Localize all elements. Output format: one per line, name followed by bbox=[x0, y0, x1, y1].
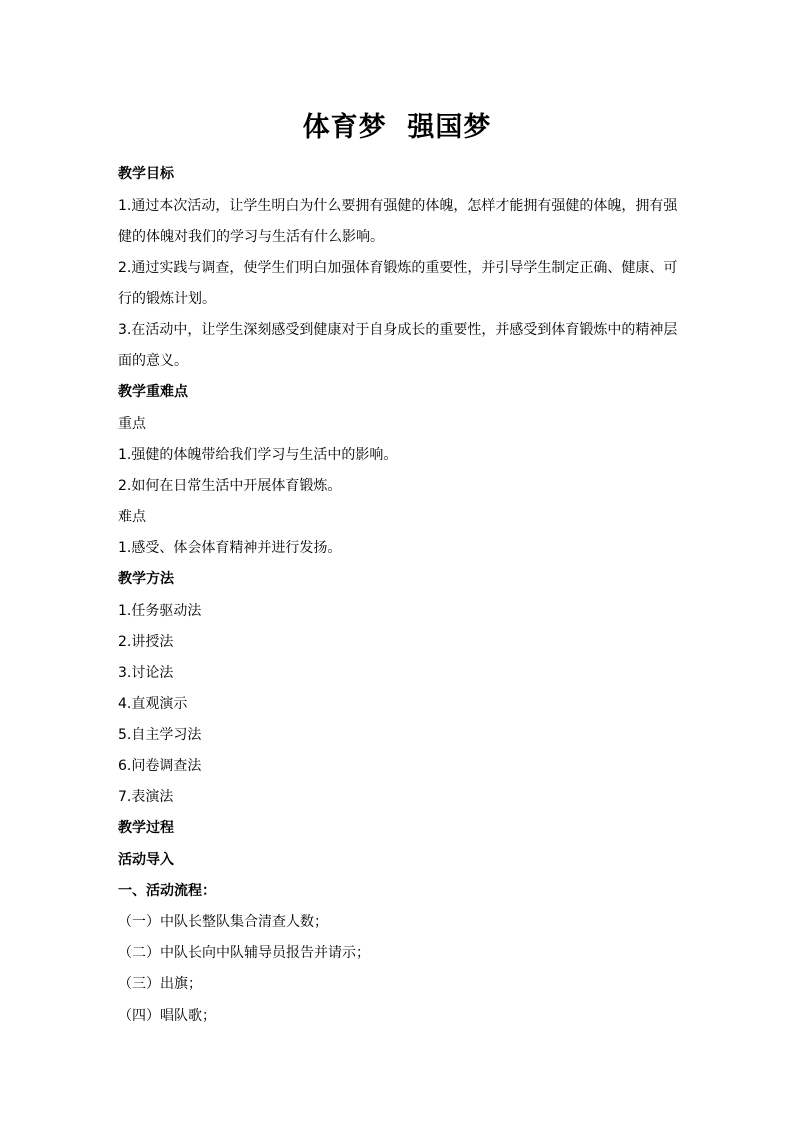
method-item: 4.直观演示 bbox=[118, 696, 188, 712]
difficult-label: 难点 bbox=[118, 509, 146, 525]
important-label: 重点 bbox=[118, 416, 146, 432]
process-subheading: 活动导入 bbox=[118, 852, 174, 868]
objectives-heading: 教学目标 bbox=[118, 166, 174, 182]
objective-1-line-2: 健的体魄对我们的学习与生活有什么影响。 bbox=[118, 229, 384, 245]
flow-step: （三）出旗； bbox=[118, 976, 202, 992]
page-title: 体育梦 强国梦 bbox=[302, 112, 492, 143]
important-item: 1.强健的体魄带给我们学习与生活中的影响。 bbox=[118, 447, 398, 463]
method-item: 2.讲授法 bbox=[118, 634, 174, 650]
objective-2-line-2: 行的锻炼计划。 bbox=[118, 291, 216, 307]
flow-heading: 一、活动流程： bbox=[118, 883, 216, 899]
methods-heading: 教学方法 bbox=[118, 571, 174, 587]
method-item: 1.任务驱动法 bbox=[118, 603, 202, 619]
method-item: 5.自主学习法 bbox=[118, 727, 202, 743]
important-item: 2.如何在日常生活中开展体育锻炼。 bbox=[118, 478, 342, 494]
objective-1-line-1: 1.通过本次活动，让学生明白为什么要拥有强健的体魄，怎样才能拥有强健的体魄，拥有强 bbox=[118, 198, 678, 214]
method-item: 6.问卷调查法 bbox=[118, 758, 202, 774]
objective-3-line-2: 面的意义。 bbox=[118, 353, 188, 369]
method-item: 7.表演法 bbox=[118, 789, 174, 805]
key-points-heading: 教学重难点 bbox=[118, 384, 188, 400]
objective-2-line-1: 2.通过实践与调查，使学生们明白加强体育锻炼的重要性，并引导学生制定正确、健康、可 bbox=[118, 260, 678, 276]
method-item: 3.讨论法 bbox=[118, 665, 174, 681]
flow-step: （二）中队长向中队辅导员报告并请示； bbox=[118, 945, 370, 961]
flow-step: （四）唱队歌； bbox=[118, 1008, 216, 1024]
objective-3-line-1: 3.在活动中，让学生深刻感受到健康对于自身成长的重要性，并感受到体育锻炼中的精神层 bbox=[118, 322, 678, 338]
process-heading: 教学过程 bbox=[118, 820, 174, 836]
difficult-item: 1.感受、体会体育精神并进行发扬。 bbox=[118, 540, 342, 556]
flow-step: （一）中队长整队集合清查人数； bbox=[118, 914, 328, 930]
